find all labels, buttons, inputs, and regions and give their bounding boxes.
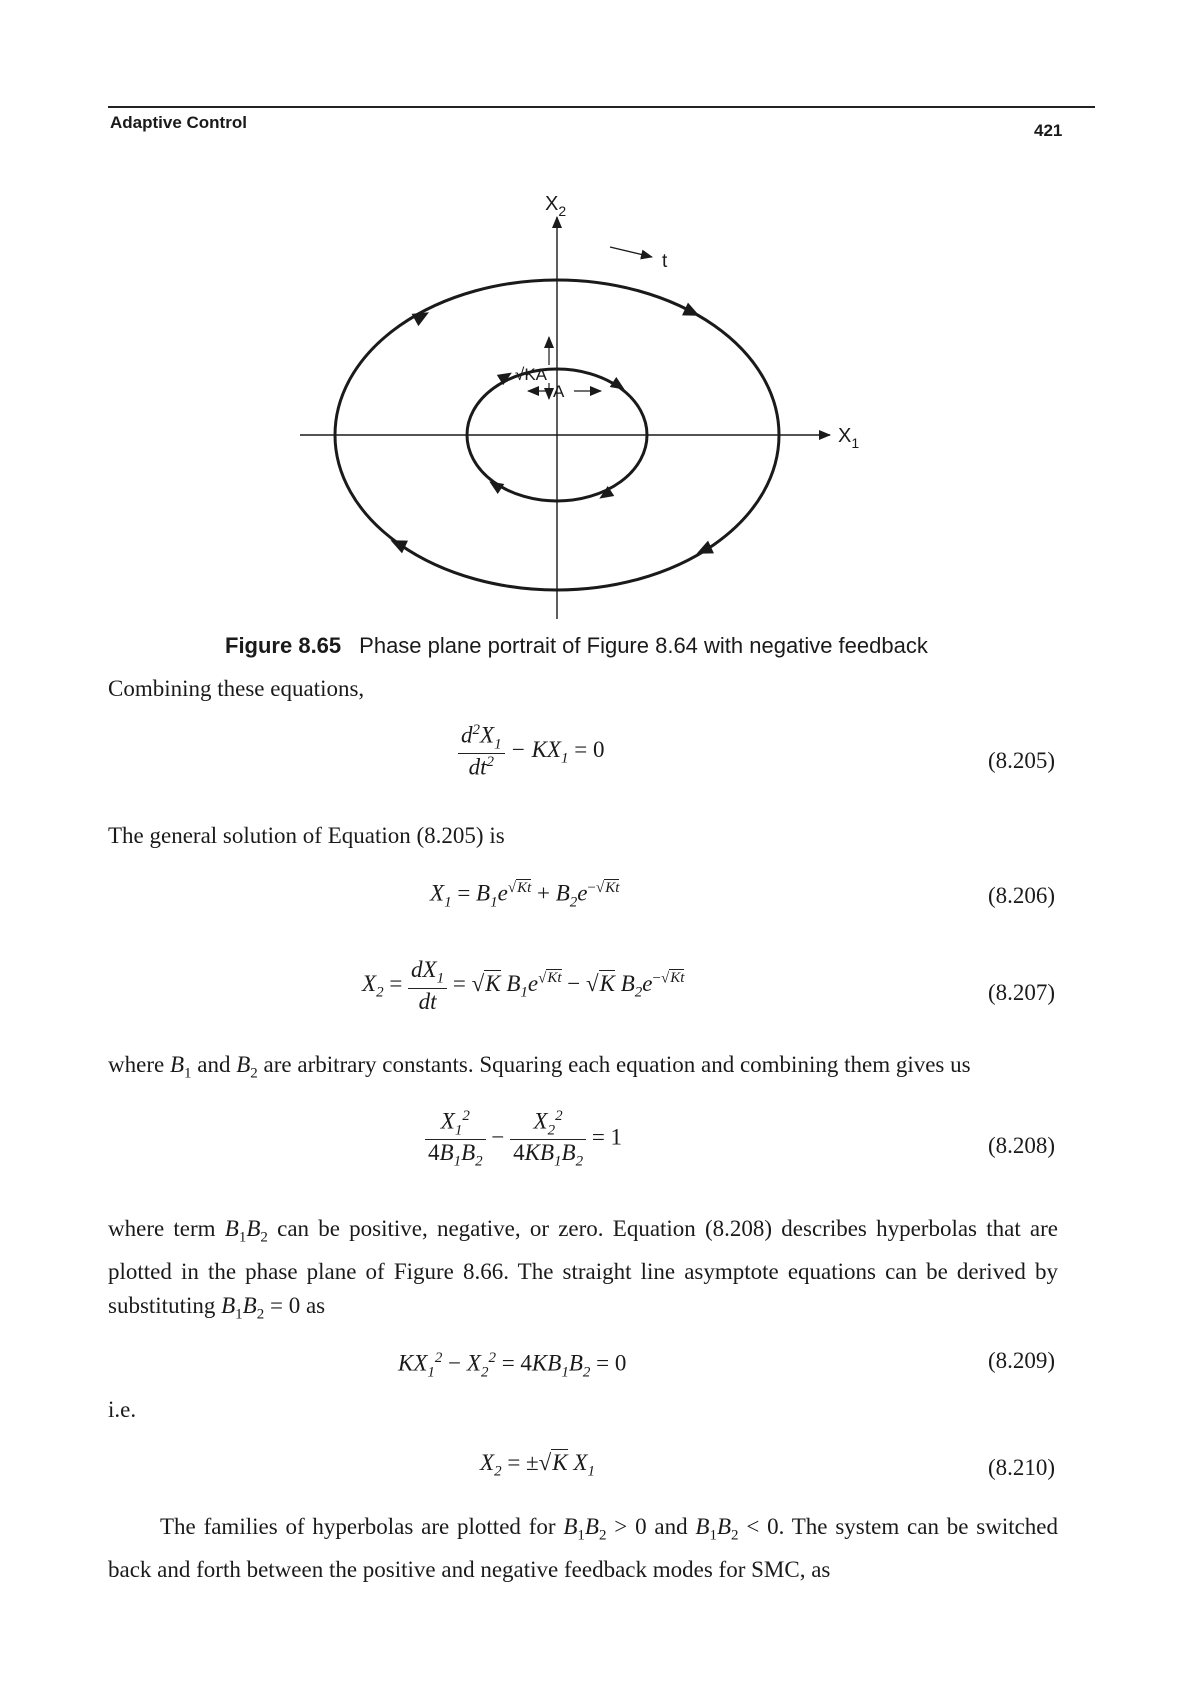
equation-8-205: $\frac{d^2X_1}{dt^2}$ − $KX_1 = 0$	[458, 722, 604, 781]
equation-number-8-206: (8.206)	[988, 883, 1056, 908]
paragraph-ie: i.e.	[108, 1397, 137, 1422]
equation-number-8-207: (8.207)	[988, 980, 1056, 1005]
paragraph-hyperbolas: where term $B_1B_2$ can be positive, negative, or zero. Equation (8.208) describes hyperbolas that are plotted in the phase plane of Figure 8.66. The straight line asymptote equations can be derived by substituting $B_1B_2 = 0$ as	[108, 1216, 1059, 1323]
running-head: Adaptive Control	[110, 113, 247, 132]
outer-arrow	[682, 303, 702, 322]
equation-number-8-209: (8.209)	[988, 1348, 1056, 1373]
figure-caption-text: Phase plane portrait of Figure 8.64 with negative feedback	[359, 633, 928, 658]
equation-number-8-208: (8.208)	[988, 1133, 1056, 1158]
time-arrow	[610, 247, 652, 257]
equation-8-210: $X_2 = \pm√K$ $X_1$	[480, 1450, 595, 1480]
equation-8-206: $X_1 = B_1e^{√Kt} + B_2e^{-√Kt}$	[430, 880, 620, 911]
paragraph-combining: Combining these equations,	[108, 676, 365, 701]
figure-caption	[225, 633, 928, 659]
inner-width-label: A	[553, 382, 565, 401]
x-axis-label: $X_1$	[838, 425, 860, 451]
equation-number-8-210: (8.210)	[988, 1455, 1056, 1480]
paragraph-families-of-hyperbolas: The families of hyperbolas are plotted for $B_1B_2 > 0$ and $B_1B_2 < 0$. The system can be switched back and forth between the positive and negative feedback modes for SMC, as	[108, 1514, 1059, 1582]
y-axis-label: $X_2$	[545, 195, 567, 219]
time-label: t	[662, 251, 668, 272]
inner-height-label: √KA	[515, 365, 548, 384]
phase-plane-figure	[295, 195, 895, 630]
equation-8-209: $KX_1^2 - X_2^2 = 4KB_1B_2 = 0$	[398, 1350, 627, 1381]
paragraph-arbitrary-constants: where $B_1$ and $B_2$ are arbitrary constants. Squaring each equation and combining them gives us	[108, 1052, 971, 1082]
figure-caption-label: Figure 8.65	[225, 633, 342, 658]
equation-8-208: $\frac{X_1^2}{4B_1B_2}$ − $\frac{X_2^2}{4KB_1B_2}$ = 1	[425, 1108, 622, 1171]
header-rule	[108, 106, 1095, 108]
paragraph-general-solution: The general solution of Equation (8.205) is	[108, 823, 505, 848]
equation-8-207: $X_2$ = $\frac{dX_1}{dt}$ = √K $B_1e^{√Kt} - √K$ $B_2e^{-√Kt}$	[362, 957, 685, 1014]
page-number: 421	[1034, 121, 1063, 140]
equation-number-8-205: (8.205)	[988, 748, 1056, 773]
